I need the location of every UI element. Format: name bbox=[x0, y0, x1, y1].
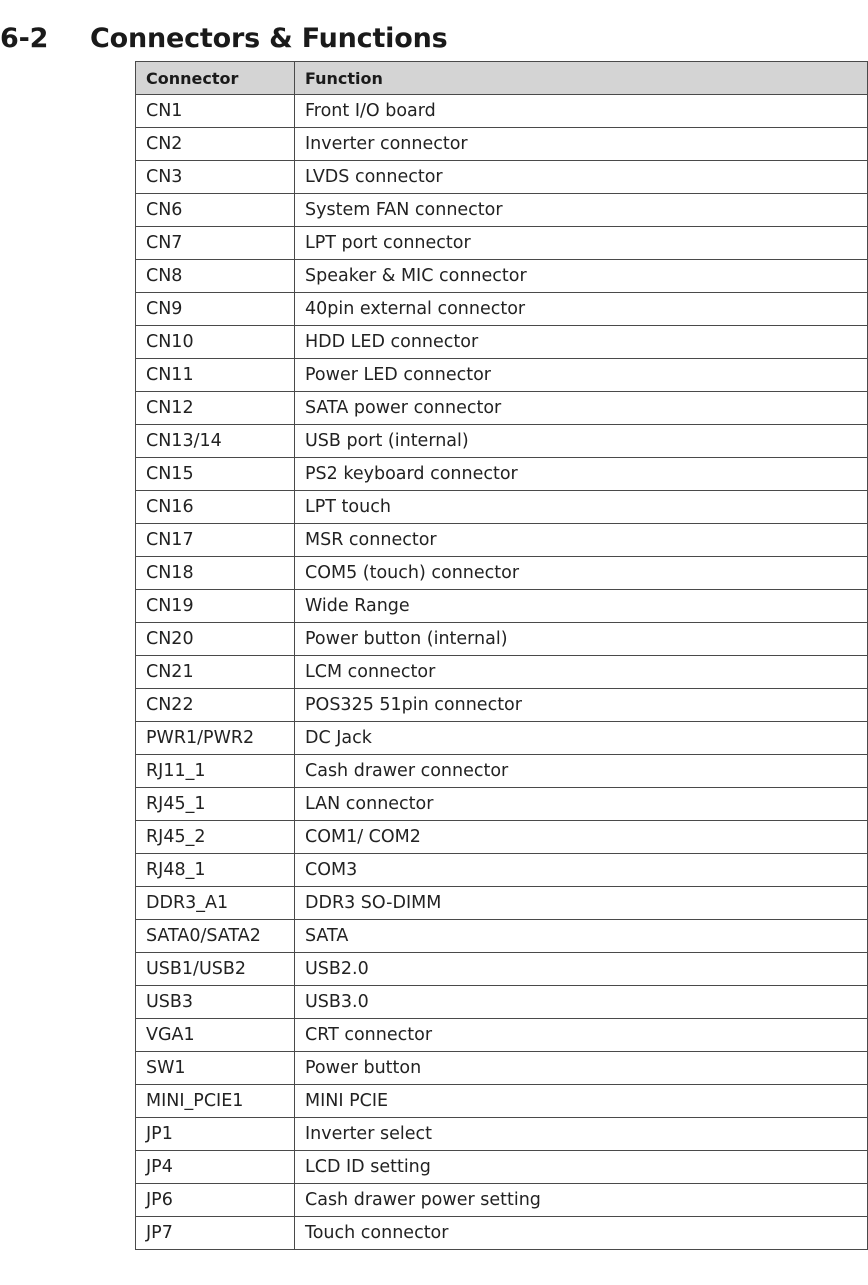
table-row bbox=[136, 161, 868, 194]
table-row bbox=[136, 1019, 868, 1052]
connector-cell: CN15 bbox=[136, 458, 295, 491]
column-header-function: Function bbox=[295, 62, 868, 95]
function-cell: 40pin external connector bbox=[295, 293, 868, 326]
table-row bbox=[136, 293, 868, 326]
table-row bbox=[136, 953, 868, 986]
connector-cell: CN11 bbox=[136, 359, 295, 392]
connector-cell: CN12 bbox=[136, 392, 295, 425]
connector-cell: CN17 bbox=[136, 524, 295, 557]
table-body bbox=[136, 95, 868, 1250]
function-cell: Cash drawer connector bbox=[295, 755, 868, 788]
connector-cell: DDR3_A1 bbox=[136, 887, 295, 920]
table-row bbox=[136, 491, 868, 524]
table-row bbox=[136, 590, 868, 623]
function-cell: LPT touch bbox=[295, 491, 868, 524]
connector-cell: CN8 bbox=[136, 260, 295, 293]
function-cell: System FAN connector bbox=[295, 194, 868, 227]
function-cell: DC Jack bbox=[295, 722, 868, 755]
connector-cell: CN20 bbox=[136, 623, 295, 656]
table-row bbox=[136, 326, 868, 359]
connector-cell: JP6 bbox=[136, 1184, 295, 1217]
connector-cell: USB1/USB2 bbox=[136, 953, 295, 986]
table-row bbox=[136, 1151, 868, 1184]
connector-cell: PWR1/PWR2 bbox=[136, 722, 295, 755]
function-cell: CRT connector bbox=[295, 1019, 868, 1052]
table-row bbox=[136, 920, 868, 953]
table-row bbox=[136, 623, 868, 656]
table-row bbox=[136, 425, 868, 458]
function-cell: LPT port connector bbox=[295, 227, 868, 260]
table-row bbox=[136, 1118, 868, 1151]
table-row bbox=[136, 986, 868, 1019]
function-cell: Touch connector bbox=[295, 1217, 868, 1250]
table-row bbox=[136, 1217, 868, 1250]
connector-cell: VGA1 bbox=[136, 1019, 295, 1052]
table-row bbox=[136, 359, 868, 392]
connector-cell: CN13/14 bbox=[136, 425, 295, 458]
function-cell: Front I/O board bbox=[295, 95, 868, 128]
table-row bbox=[136, 95, 868, 128]
section-title: Connectors & Functions bbox=[90, 22, 448, 54]
connector-cell: CN18 bbox=[136, 557, 295, 590]
function-cell: Inverter connector bbox=[295, 128, 868, 161]
function-cell: COM5 (touch) connector bbox=[295, 557, 868, 590]
function-cell: LAN connector bbox=[295, 788, 868, 821]
function-cell: Power button bbox=[295, 1052, 868, 1085]
table-row bbox=[136, 722, 868, 755]
function-cell: USB2.0 bbox=[295, 953, 868, 986]
connector-cell: CN6 bbox=[136, 194, 295, 227]
connector-cell: CN10 bbox=[136, 326, 295, 359]
function-cell: USB port (internal) bbox=[295, 425, 868, 458]
connector-cell: USB3 bbox=[136, 986, 295, 1019]
connector-cell: JP1 bbox=[136, 1118, 295, 1151]
function-cell: MSR connector bbox=[295, 524, 868, 557]
connectors-table bbox=[135, 61, 868, 1250]
function-cell: POS325 51pin connector bbox=[295, 689, 868, 722]
table-row bbox=[136, 392, 868, 425]
table-row bbox=[136, 524, 868, 557]
table-row bbox=[136, 194, 868, 227]
connector-cell: CN22 bbox=[136, 689, 295, 722]
function-cell: PS2 keyboard connector bbox=[295, 458, 868, 491]
function-cell: LCM connector bbox=[295, 656, 868, 689]
connector-cell: CN7 bbox=[136, 227, 295, 260]
table-row bbox=[136, 1184, 868, 1217]
table-row bbox=[136, 458, 868, 491]
connector-cell: RJ11_1 bbox=[136, 755, 295, 788]
table-row bbox=[136, 260, 868, 293]
table-header-row bbox=[136, 62, 868, 95]
table-row bbox=[136, 689, 868, 722]
table-row bbox=[136, 557, 868, 590]
connector-cell: SW1 bbox=[136, 1052, 295, 1085]
function-cell: MINI PCIE bbox=[295, 1085, 868, 1118]
connector-cell: MINI_PCIE1 bbox=[136, 1085, 295, 1118]
table-row bbox=[136, 227, 868, 260]
connector-cell: CN19 bbox=[136, 590, 295, 623]
function-cell: LVDS connector bbox=[295, 161, 868, 194]
table-row bbox=[136, 1085, 868, 1118]
function-cell: COM3 bbox=[295, 854, 868, 887]
connector-cell: JP7 bbox=[136, 1217, 295, 1250]
table-row bbox=[136, 854, 868, 887]
function-cell: Inverter select bbox=[295, 1118, 868, 1151]
table-row bbox=[136, 755, 868, 788]
connector-cell: CN16 bbox=[136, 491, 295, 524]
function-cell: Cash drawer power setting bbox=[295, 1184, 868, 1217]
table-row bbox=[136, 1052, 868, 1085]
function-cell: Speaker & MIC connector bbox=[295, 260, 868, 293]
function-cell: Power LED connector bbox=[295, 359, 868, 392]
function-cell: Wide Range bbox=[295, 590, 868, 623]
table-row bbox=[136, 128, 868, 161]
table-header bbox=[136, 62, 868, 95]
function-cell: Power button (internal) bbox=[295, 623, 868, 656]
table-row bbox=[136, 821, 868, 854]
function-cell: USB3.0 bbox=[295, 986, 868, 1019]
connector-cell: CN21 bbox=[136, 656, 295, 689]
connector-cell: RJ45_1 bbox=[136, 788, 295, 821]
table-row bbox=[136, 887, 868, 920]
column-header-connector: Connector bbox=[136, 62, 295, 95]
function-cell: HDD LED connector bbox=[295, 326, 868, 359]
connector-cell: CN3 bbox=[136, 161, 295, 194]
connector-cell: SATA0/SATA2 bbox=[136, 920, 295, 953]
section-heading bbox=[0, 18, 447, 58]
connector-cell: CN1 bbox=[136, 95, 295, 128]
function-cell: DDR3 SO-DIMM bbox=[295, 887, 868, 920]
function-cell: SATA power connector bbox=[295, 392, 868, 425]
function-cell: COM1/ COM2 bbox=[295, 821, 868, 854]
section-number: 6-2 bbox=[0, 22, 49, 54]
table-row bbox=[136, 656, 868, 689]
connector-cell: RJ45_2 bbox=[136, 821, 295, 854]
function-cell: SATA bbox=[295, 920, 868, 953]
function-cell: LCD ID setting bbox=[295, 1151, 868, 1184]
connector-cell: JP4 bbox=[136, 1151, 295, 1184]
connector-cell: RJ48_1 bbox=[136, 854, 295, 887]
table-row bbox=[136, 788, 868, 821]
connector-cell: CN2 bbox=[136, 128, 295, 161]
connector-cell: CN9 bbox=[136, 293, 295, 326]
